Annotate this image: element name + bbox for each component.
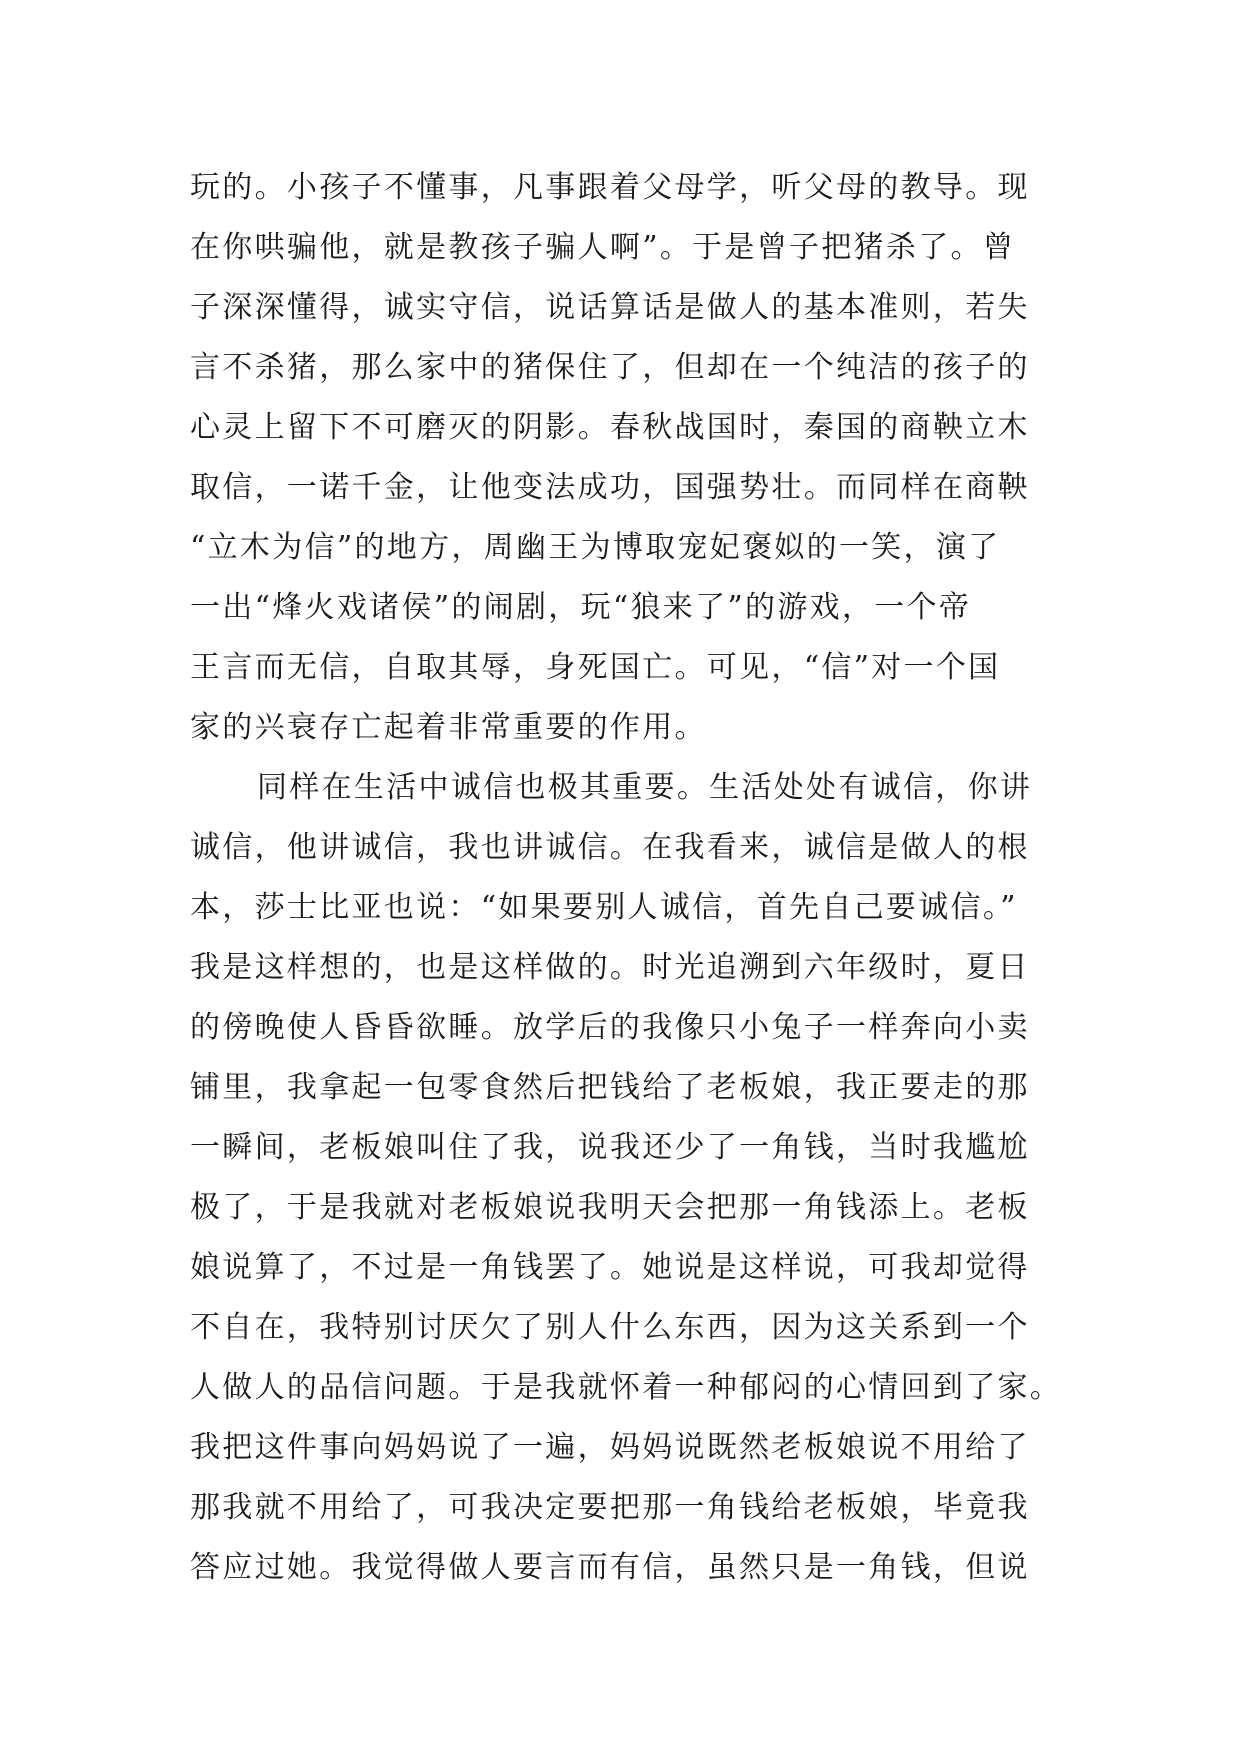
text-line: 诚信，他讲诚信，我也讲诚信。在我看来，诚信是做人的根 <box>190 830 1030 865</box>
text-line: 一瞬间，老板娘叫住了我，说我还少了一角钱，当时我尴尬 <box>190 1130 1030 1165</box>
text-line: 那我就不用给了，可我决定要把那一角钱给老板娘，毕竟我 <box>190 1490 1030 1525</box>
text-line: 不自在，我特别讨厌欠了别人什么东西，因为这关系到一个 <box>190 1310 1030 1345</box>
text-line: 娘说算了，不过是一角钱罢了。她说是这样说，可我却觉得 <box>190 1250 1030 1285</box>
text-line: 子深深懂得，诚实守信，说话算话是做人的基本准则，若失 <box>190 290 1030 325</box>
text-line: 我把这件事向妈妈说了一遍，妈妈说既然老板娘说不用给了 <box>190 1430 1030 1465</box>
text-line: 本，莎士比亚也说：“如果要别人诚信，首先自己要诚信。” <box>190 890 1018 925</box>
text-line: 玩的。小孩子不懂事，凡事跟着父母学，听父母的教导。现 <box>190 170 1030 205</box>
text-line: 人做人的品信问题。于是我就怀着一种郁闷的心情回到了家。 <box>190 1370 1063 1405</box>
text-line: 言不杀猪，那么家中的猪保住了，但却在一个纯洁的孩子的 <box>190 350 1030 385</box>
text-line: 一出“烽火戏诸侯”的闹剧，玩“狼来了”的游戏，一个帝 <box>190 590 972 625</box>
text-line: 取信，一诺千金，让他变法成功，国强势壮。而同样在商鞅 <box>190 470 1030 505</box>
text-line: 答应过她。我觉得做人要言而有信，虽然只是一角钱，但说 <box>190 1550 1030 1585</box>
body-text <box>190 158 1063 1598</box>
text-line: 在你哄骗他，就是教孩子骗人啊”。于是曾子把猪杀了。曾 <box>190 230 1016 265</box>
text-line: 家的兴衰存亡起着非常重要的作用。 <box>190 710 707 745</box>
text-line: 的傍晚使人昏昏欲睡。放学后的我像只小兔子一样奔向小卖 <box>190 1010 1030 1045</box>
text-line: 心灵上留下不可磨灭的阴影。春秋战国时，秦国的商鞅立木 <box>190 410 1030 445</box>
text-line: 极了，于是我就对老板娘说我明天会把那一角钱添上。老板 <box>190 1190 1030 1225</box>
text-line: “立木为信”的地方，周幽王为博取宠妃褒姒的一笑，演了 <box>190 530 1001 565</box>
text-line: 铺里，我拿起一包零食然后把钱给了老板娘，我正要走的那 <box>190 1070 1030 1105</box>
text-line: 王言而无信，自取其辱，身死国亡。可见，“信”对一个国 <box>190 650 1001 685</box>
text-line: 我是这样想的，也是这样做的。时光追溯到六年级时，夏日 <box>190 950 1030 985</box>
paragraph-start-line: 同样在生活中诚信也极其重要。生活处处有诚信，你讲 <box>257 770 1033 805</box>
